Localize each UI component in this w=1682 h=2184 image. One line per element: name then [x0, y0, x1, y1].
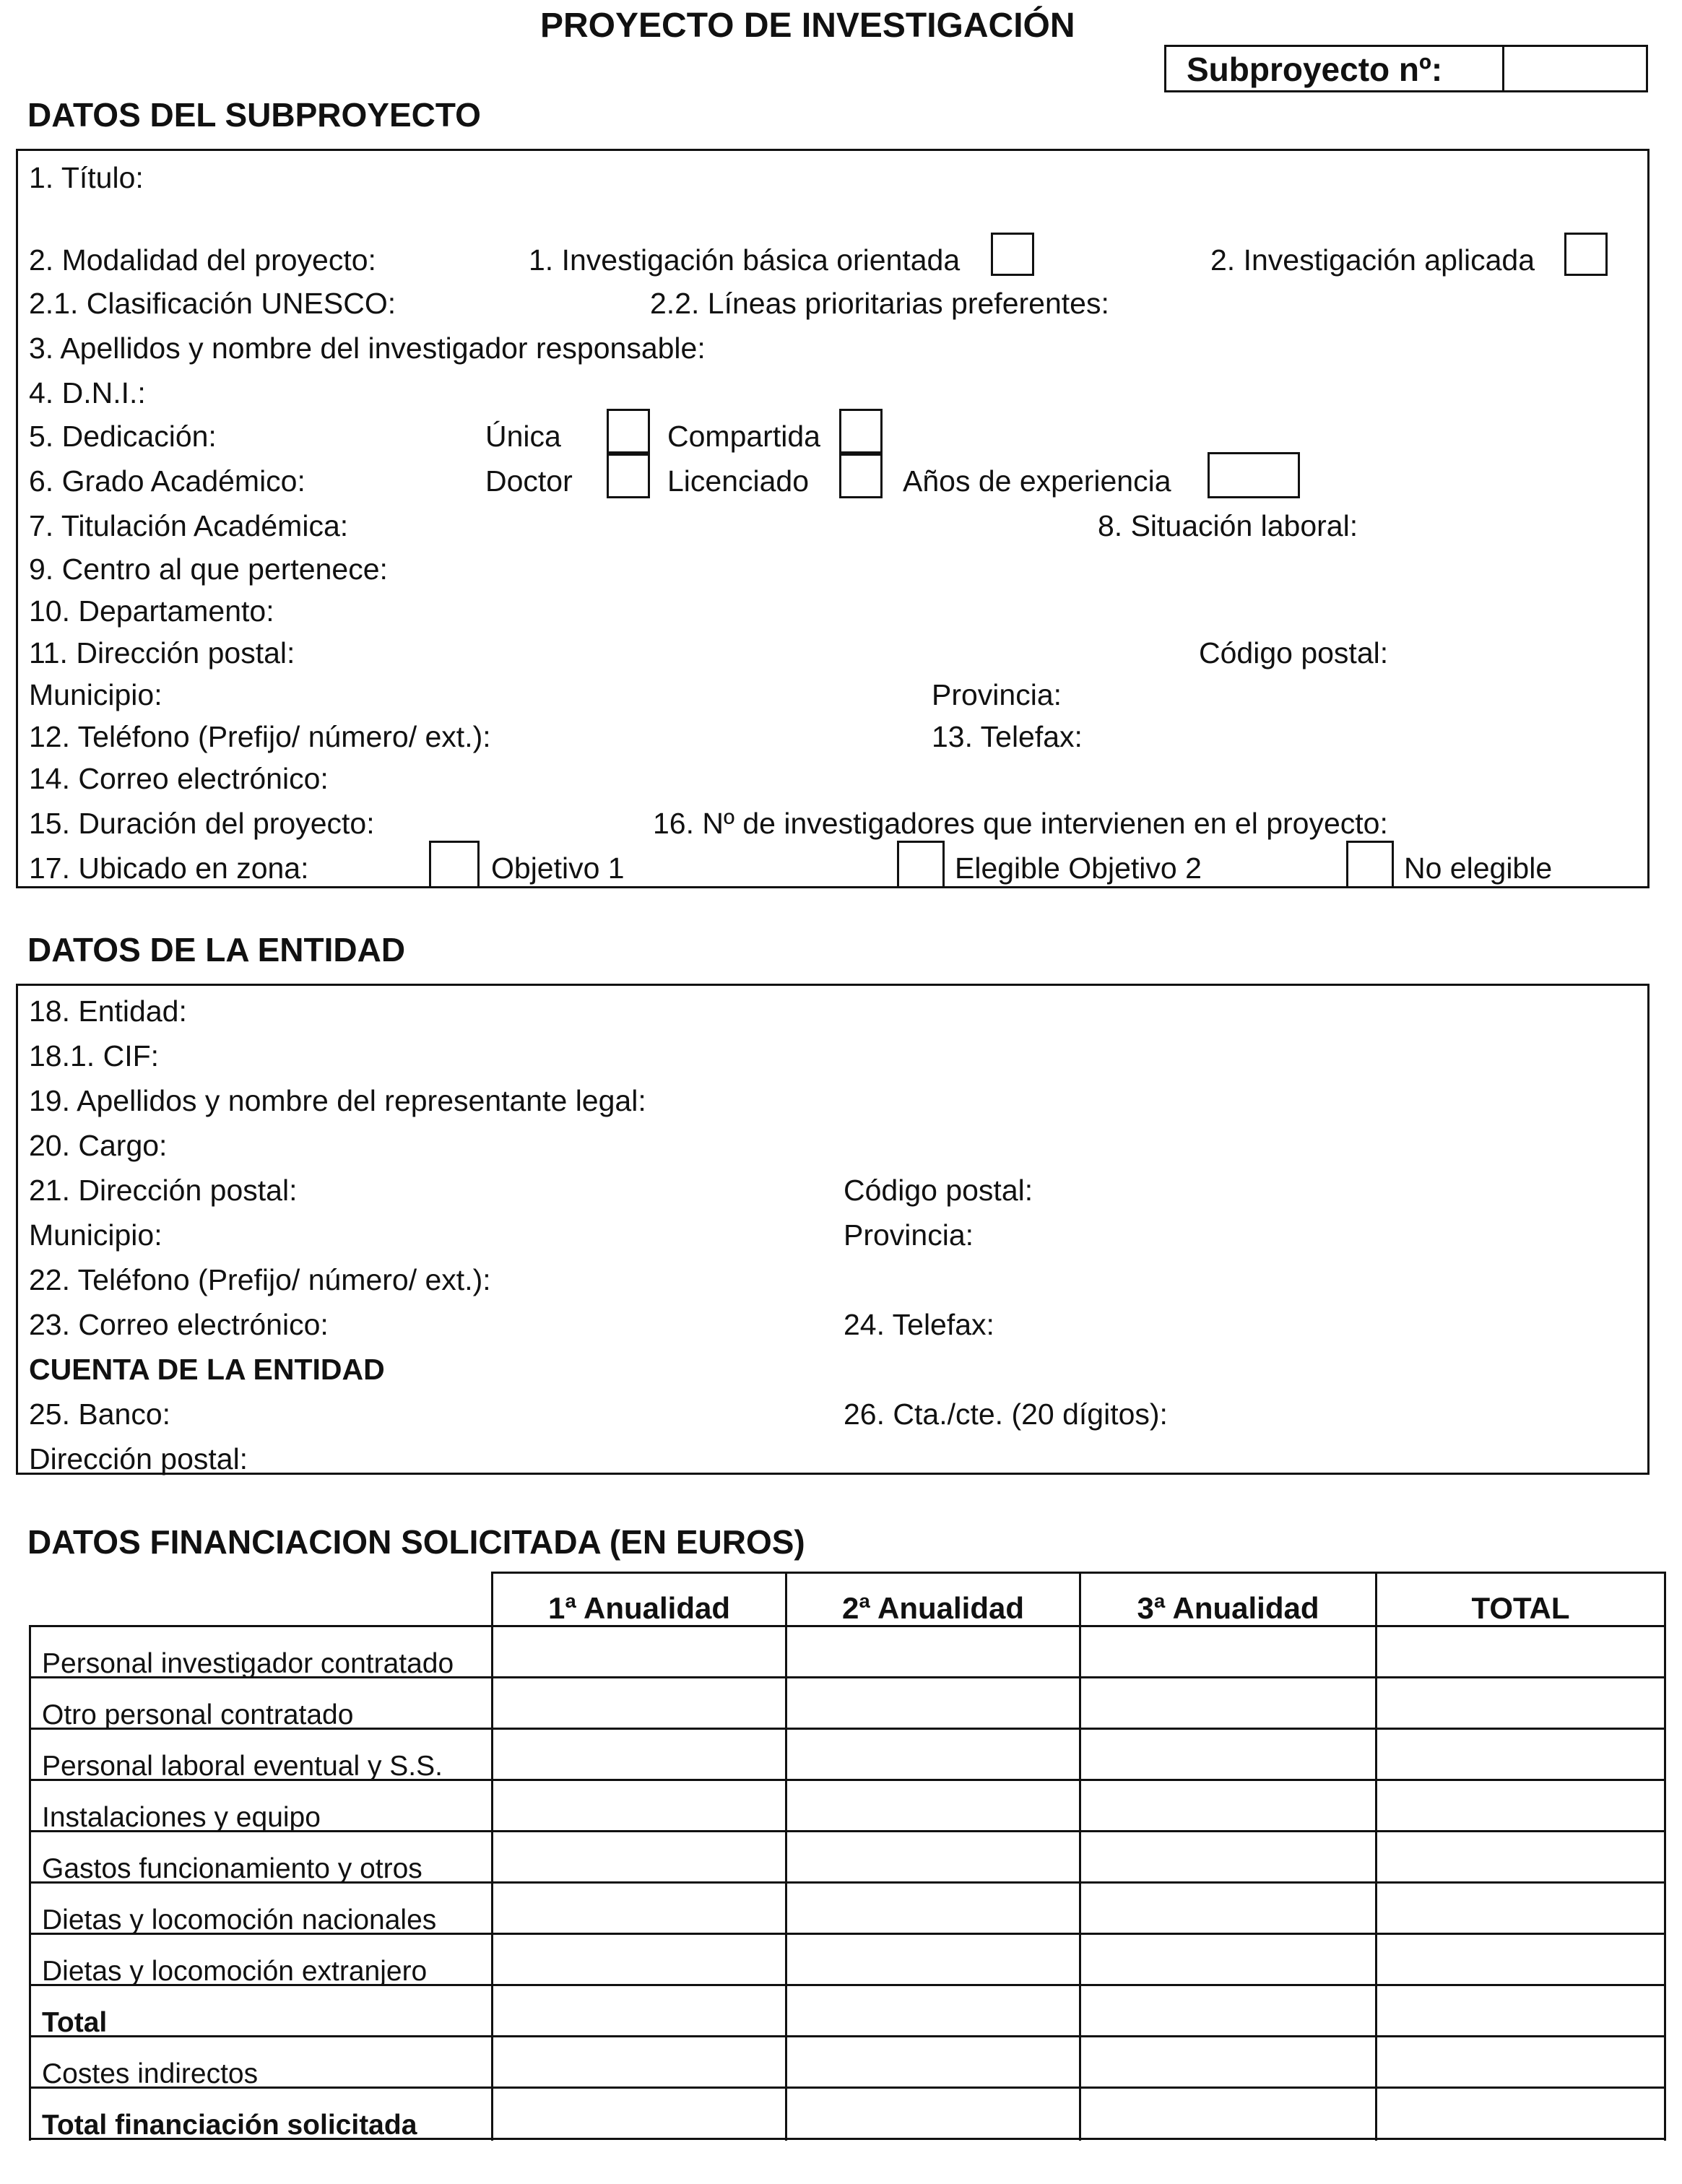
- entity-municipio-label: Municipio:: [29, 1218, 162, 1252]
- banco-label: 25. Banco:: [29, 1398, 171, 1431]
- no-elegible-checkbox[interactable]: [1346, 841, 1394, 888]
- subproyecto-number-field[interactable]: [1513, 54, 1636, 83]
- grado-doctor-checkbox[interactable]: [607, 454, 650, 498]
- finance-right-line: [1664, 1572, 1666, 2141]
- finance-header-line: [29, 1625, 1666, 1627]
- n-investigadores-label: 16. Nº de investigadores que intervienen en el proyecto:: [653, 807, 1388, 840]
- cif-label: 18.1. CIF:: [29, 1039, 160, 1072]
- row-label-costes-indirectos: Costes indirectos: [42, 2058, 259, 2089]
- row-label-otro-personal: Otro personal contratado: [42, 1699, 354, 1730]
- centro-label: 9. Centro al que pertenece:: [29, 552, 388, 586]
- row-line: [29, 2035, 1666, 2037]
- titulo-label: 1. Título:: [29, 161, 144, 194]
- entity-section-title: DATOS DE LA ENTIDAD: [27, 931, 406, 968]
- finance-col-line: [1375, 1572, 1377, 2141]
- dedicacion-compartida-checkbox[interactable]: [839, 409, 883, 454]
- row-label-gastos: Gastos funcionamiento y otros: [42, 1853, 422, 1884]
- col-header-total: TOTAL: [1471, 1591, 1570, 1625]
- lineas-label: 2.2. Líneas prioritarias preferentes:: [650, 287, 1109, 320]
- no-elegible-label: No elegible: [1404, 852, 1553, 885]
- elegible-objetivo2-label: Elegible Objetivo 2: [955, 852, 1202, 885]
- modalidad-basica-label: 1. Investigación básica orientada: [529, 243, 961, 277]
- titulacion-label: 7. Titulación Académica:: [29, 509, 349, 542]
- finance-col-line: [1079, 1572, 1081, 2141]
- row-label-personal-laboral: Personal laboral eventual y S.S.: [42, 1751, 443, 1782]
- investigador-label: 3. Apellidos y nombre del investigador responsable:: [29, 332, 706, 365]
- banco-direccion-label: Dirección postal:: [29, 1442, 248, 1476]
- page-title: PROYECTO DE INVESTIGACIÓN: [540, 6, 1075, 45]
- subproyecto-box: [1164, 45, 1648, 92]
- finance-col-line: [491, 1572, 493, 2141]
- unesco-label: 2.1. Clasificación UNESCO:: [29, 287, 396, 320]
- modalidad-aplicada-checkbox[interactable]: [1564, 233, 1608, 276]
- subproyecto-divider: [1502, 47, 1504, 90]
- finance-section-title: DATOS FINANCIACION SOLICITADA (EN EUROS): [27, 1523, 805, 1561]
- departamento-label: 10. Departamento:: [29, 594, 274, 628]
- entity-telefono-label: 22. Teléfono (Prefijo/ número/ ext.):: [29, 1263, 491, 1296]
- row-label-dietas-nacionales: Dietas y locomoción nacionales: [42, 1904, 437, 1936]
- telefax-label: 13. Telefax:: [932, 720, 1083, 753]
- entity-codigo-postal-label: Código postal:: [844, 1174, 1033, 1207]
- direccion-label: 11. Dirección postal:: [29, 636, 295, 670]
- codigo-postal-label: Código postal:: [1199, 636, 1389, 670]
- row-line: [29, 2086, 1666, 2089]
- telefono-label: 12. Teléfono (Prefijo/ número/ ext.):: [29, 720, 491, 753]
- grado-label: 6. Grado Académico:: [29, 464, 305, 498]
- entity-provincia-label: Provincia:: [844, 1218, 974, 1252]
- modalidad-basica-checkbox[interactable]: [991, 233, 1034, 276]
- row-label-dietas-extranjero: Dietas y locomoción extranjero: [42, 1956, 428, 1987]
- anos-experiencia-label: Años de experiencia: [903, 464, 1171, 498]
- cuenta-title: CUENTA DE LA ENTIDAD: [29, 1353, 385, 1386]
- situacion-laboral-label: 8. Situación laboral:: [1098, 509, 1358, 542]
- representante-label: 19. Apellidos y nombre del representante legal:: [29, 1084, 646, 1117]
- dedicacion-compartida-label: Compartida: [667, 420, 820, 453]
- modalidad-aplicada-label: 2. Investigación aplicada: [1210, 243, 1535, 277]
- col-header-anualidad-2: 2ª Anualidad: [841, 1591, 1025, 1625]
- municipio-label: Municipio:: [29, 678, 162, 711]
- subproyecto-label: Subproyecto nº:: [1187, 51, 1443, 88]
- duracion-label: 15. Duración del proyecto:: [29, 807, 375, 840]
- entidad-label: 18. Entidad:: [29, 994, 187, 1028]
- provincia-label: Provincia:: [932, 678, 1062, 711]
- correo-label: 14. Correo electrónico:: [29, 762, 329, 795]
- anos-experiencia-field[interactable]: [1208, 452, 1300, 498]
- grado-licenciado-checkbox[interactable]: [839, 454, 883, 498]
- cuenta-label: 26. Cta./cte. (20 dígitos):: [844, 1398, 1168, 1431]
- dedicacion-unica-checkbox[interactable]: [607, 409, 650, 454]
- ubicado-label: 17. Ubicado en zona:: [29, 852, 309, 885]
- row-label-instalaciones: Instalaciones y equipo: [42, 1802, 321, 1833]
- entity-form: [16, 984, 1650, 1475]
- entity-correo-label: 23. Correo electrónico:: [29, 1308, 329, 1341]
- entity-direccion-label: 21. Dirección postal:: [29, 1174, 298, 1207]
- objetivo1-checkbox[interactable]: [429, 841, 480, 888]
- dedicacion-label: 5. Dedicación:: [29, 420, 217, 453]
- row-label-total: Total: [42, 2007, 108, 2038]
- modalidad-label: 2. Modalidad del proyecto:: [29, 243, 376, 277]
- dedicacion-unica-label: Única: [485, 420, 561, 453]
- col-header-anualidad-3: 3ª Anualidad: [1137, 1591, 1319, 1625]
- grado-doctor-label: Doctor: [485, 464, 573, 498]
- row-label-personal-investigador: Personal investigador contratado: [42, 1648, 454, 1679]
- dni-label: 4. D.N.I.:: [29, 376, 146, 410]
- entity-telefax-label: 24. Telefax:: [844, 1308, 994, 1341]
- elegible-objetivo2-checkbox[interactable]: [897, 841, 945, 888]
- cargo-label: 20. Cargo:: [29, 1129, 168, 1162]
- grado-licenciado-label: Licenciado: [667, 464, 810, 498]
- row-label-total-financiacion: Total financiación solicitada: [42, 2110, 417, 2141]
- objetivo1-label: Objetivo 1: [491, 852, 625, 885]
- col-header-anualidad-1: 1ª Anualidad: [547, 1591, 731, 1625]
- subproject-section-title: DATOS DEL SUBPROYECTO: [27, 96, 481, 134]
- finance-col-line: [785, 1572, 787, 2141]
